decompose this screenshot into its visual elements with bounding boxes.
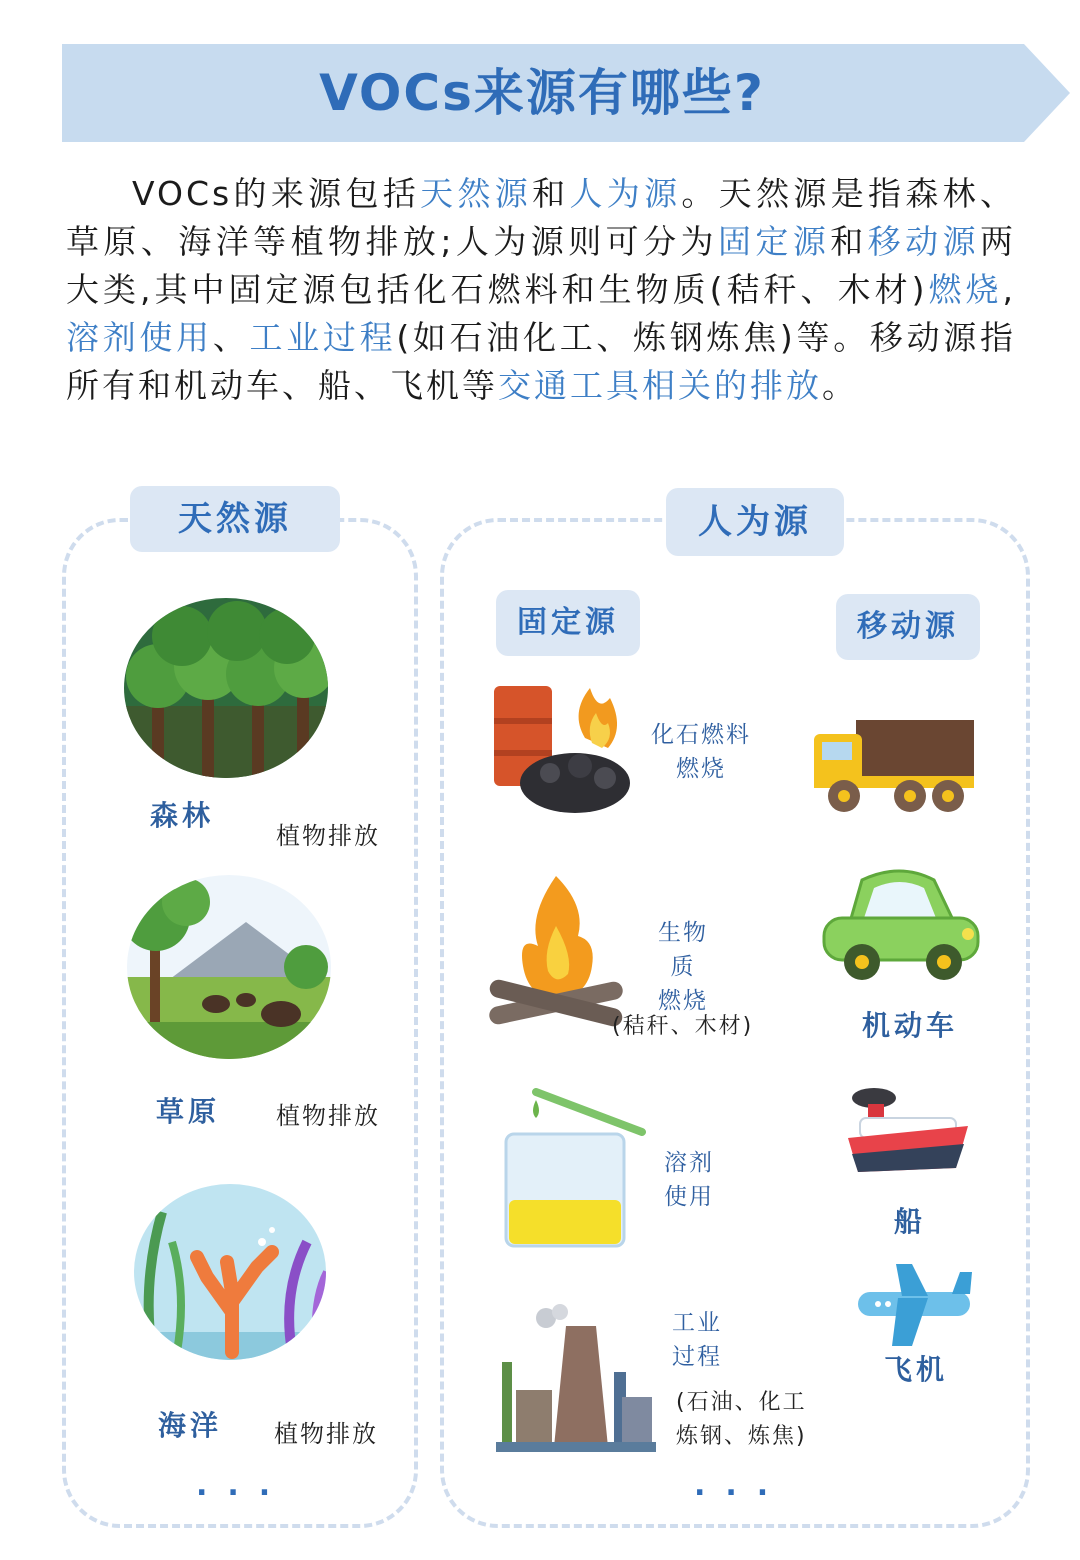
airplane-illustration: [852, 1262, 974, 1348]
natural-sources-tag: 天然源: [130, 486, 340, 552]
biomass-caption: 生物质 燃烧: [658, 920, 708, 1014]
solvent-caption: 溶剂 使用: [664, 1150, 714, 1210]
ocean-label: 海洋: [158, 1409, 223, 1442]
natural-more-dots: ...: [196, 1468, 291, 1503]
human-sources-tag: 人为源: [666, 488, 844, 556]
human-more-dots: ...: [694, 1468, 789, 1503]
industrial-subcaption: (石油、化工 炼钢、炼焦): [676, 1390, 807, 1449]
forest-note: 植物排放: [276, 822, 380, 850]
ship-illustration: [844, 1084, 972, 1180]
intro-paragraph: VOCs的来源包括天然源和人为源。天然源是指森林、草原、海洋等植物排放;人为源则可分为固定源和移动源两大类,其中固定源包括化石燃料和生物质(秸秆、木材)燃烧,溶剂使用、工业过程(如石油化工、炼钢炼焦)等。移动源指所有和机动车、船、飞机等交通工具相关的排放。: [66, 174, 1017, 405]
car-illustration: [818, 866, 984, 988]
industrial-caption: 工业 过程: [672, 1310, 722, 1370]
truck-illustration: [810, 712, 976, 818]
fossil-fuel-illustration: [490, 678, 640, 818]
grassland-note: 植物排放: [276, 1102, 380, 1130]
fossil-fuel-caption: 化石燃料 燃烧: [651, 722, 751, 782]
grassland-illustration: [126, 872, 332, 1062]
grassland-label: 草原: [156, 1095, 221, 1128]
forest-illustration: [122, 596, 330, 781]
biomass-subcaption: (秸秆、木材): [612, 1014, 754, 1039]
page-title: VOCs来源有哪些?: [319, 64, 765, 122]
fixed-sources-tag: 固定源: [496, 590, 640, 656]
airplane-label: 飞机: [884, 1353, 949, 1386]
ship-label: 船: [894, 1205, 927, 1238]
biomass-fire-illustration: [478, 866, 634, 1036]
industrial-illustration: [496, 1302, 656, 1452]
forest-label: 森林: [150, 799, 215, 832]
solvent-illustration: [500, 1088, 650, 1248]
vehicle-label: 机动车: [862, 1009, 959, 1042]
ocean-note: 植物排放: [274, 1420, 378, 1448]
ocean-illustration: [132, 1182, 328, 1362]
mobile-sources-tag: 移动源: [836, 594, 980, 660]
